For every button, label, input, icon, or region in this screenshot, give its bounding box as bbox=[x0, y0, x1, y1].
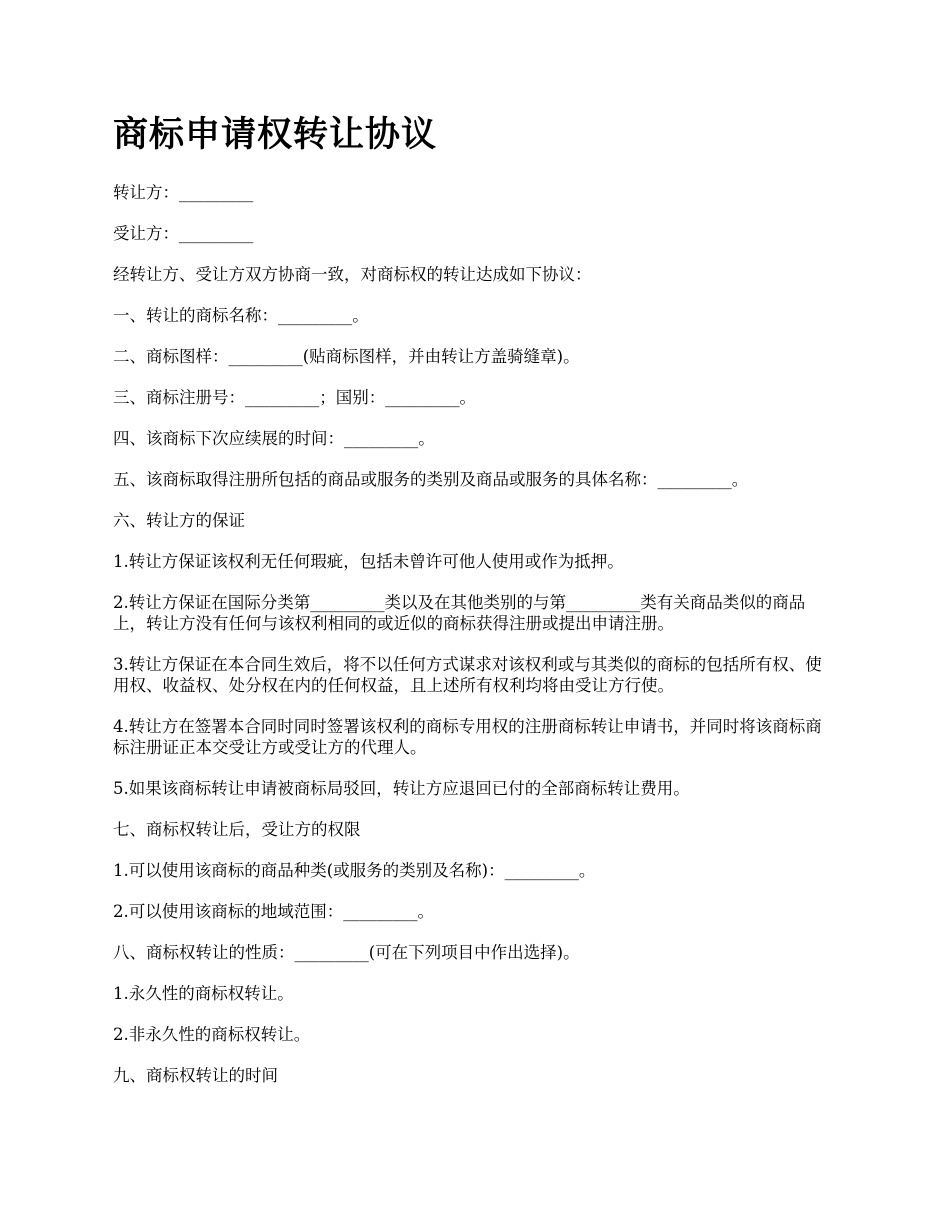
clause-6-item-1: 1.转让方保证该权利无任何瑕疵，包括未曾许可他人使用或作为抵押。 bbox=[113, 552, 624, 571]
clause-7-heading: 七、商标权转让后，受让方的权限 bbox=[113, 820, 361, 839]
document-page bbox=[113, 110, 838, 1106]
preamble: 经转让方、受让方双方协商一致，对商标权的转让达成如下协议： bbox=[113, 265, 592, 284]
transferor-line: 转让方：_________ bbox=[113, 183, 254, 202]
clause-6-heading: 六、转让方的保证 bbox=[113, 511, 245, 530]
document-title: 商标申请权转让协议 bbox=[113, 115, 438, 155]
clause-3-registration-number: 三、商标注册号：_________；国别：_________。 bbox=[113, 388, 476, 407]
clause-6-item-4: 4.转让方在签署本合同时同时签署该权利的商标专用权的注册商标转让申请书，并同时将该商标商标注册证正本交受让方或受让方的代理人。 bbox=[113, 717, 822, 757]
clause-7-item-1: 1.可以使用该商标的商品种类(或服务的类别及名称)：_________。 bbox=[113, 861, 596, 880]
clause-8-item-2: 2.非永久性的商标权转让。 bbox=[113, 1025, 311, 1044]
clause-4-renewal-time: 四、该商标下次应续展的时间：_________。 bbox=[113, 429, 435, 448]
clause-6-item-2: 2.转让方保证在国际分类第_________类以及在其他类别的与第_________类有关商品类似的商品上，转让方没有任何与该权利相同的或近似的商标获得注册或提出申请注册。 bbox=[113, 593, 806, 633]
clause-8-nature: 八、商标权转让的性质：_________(可在下列项目中作出选择)。 bbox=[113, 943, 580, 962]
clause-6-item-3: 3.转让方保证在本合同生效后，将不以任何方式谋求对该权利或与其类似的商标的包括所有权、使用权、收益权、处分权在内的任何权益，且上述所有权利均将由受让方行使。 bbox=[113, 655, 822, 695]
clause-6-item-5: 5.如果该商标转让申请被商标局驳回，转让方应退回已付的全部商标转让费用。 bbox=[113, 779, 690, 798]
clause-7-item-2: 2.可以使用该商标的地域范围：_________。 bbox=[113, 902, 434, 921]
clause-5-goods-services: 五、该商标取得注册所包括的商品或服务的类别及商品或服务的具体名称：_________。 bbox=[113, 470, 749, 489]
transferee-line: 受让方：_________ bbox=[113, 224, 254, 243]
clause-9-heading: 九、商标权转让的时间 bbox=[113, 1066, 278, 1085]
clause-1-trademark-name: 一、转让的商标名称：_________。 bbox=[113, 306, 369, 325]
clause-8-item-1: 1.永久性的商标权转让。 bbox=[113, 984, 294, 1003]
clause-2-trademark-sample: 二、商标图样：_________(贴商标图样，并由转让方盖骑缝章)。 bbox=[113, 347, 580, 366]
